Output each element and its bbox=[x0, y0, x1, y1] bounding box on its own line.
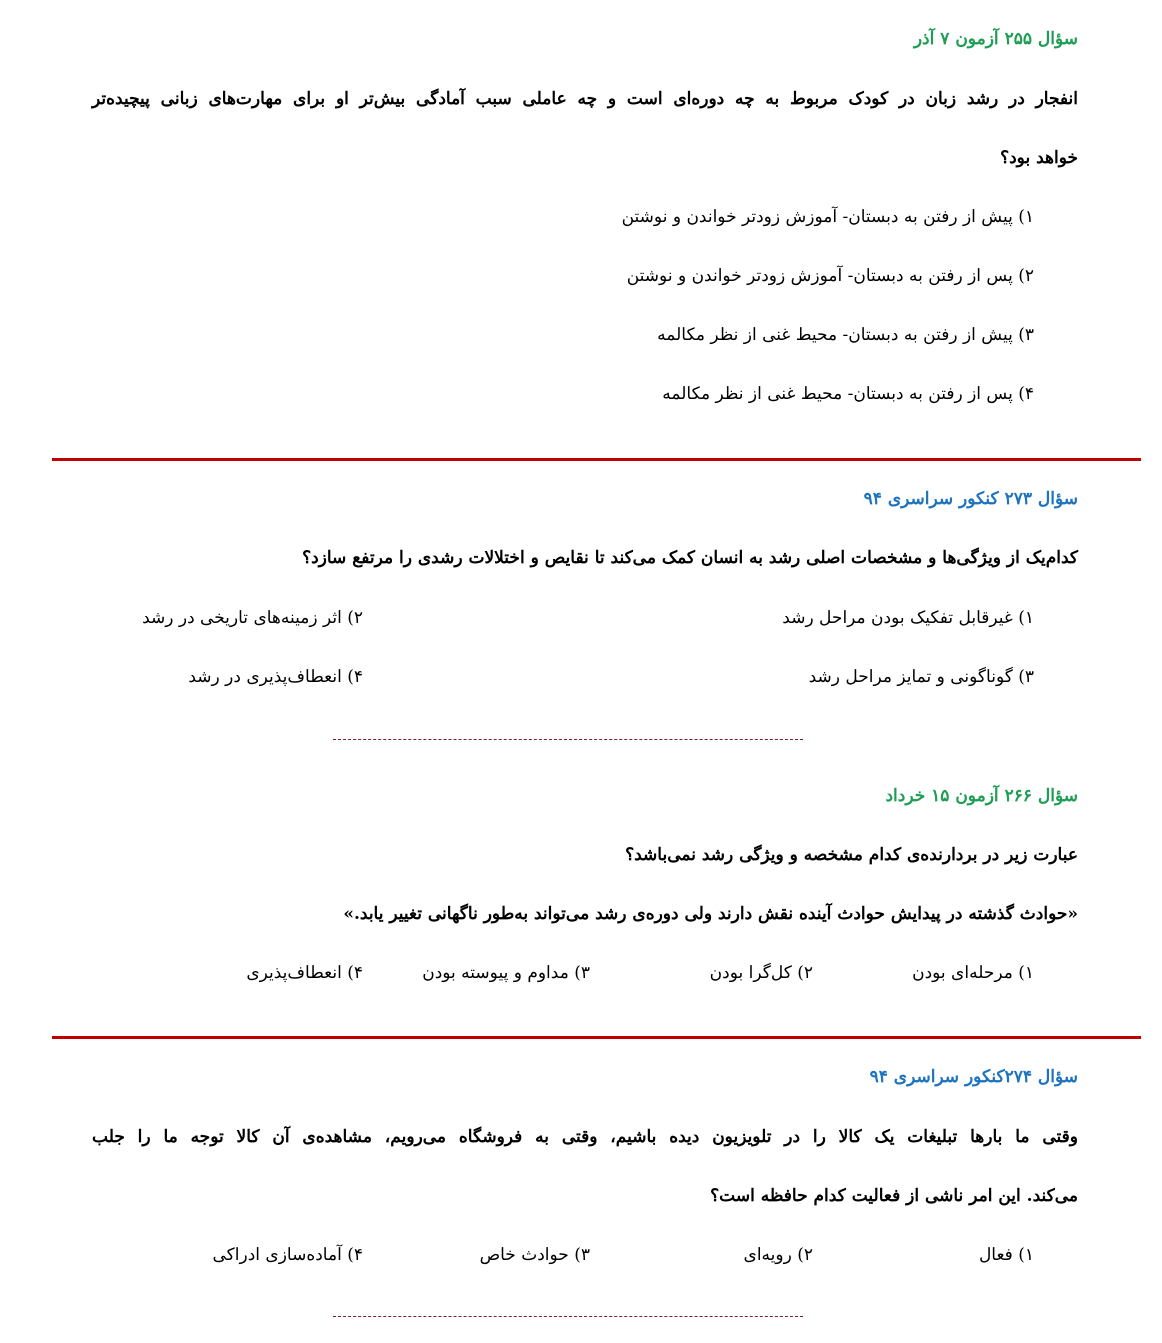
question-273-option-1: ۱) غیرقابل تفکیک بودن مراحل رشد bbox=[782, 608, 1034, 628]
question-255-option-4: ۴) پس از رفتن به دبستان- محیط غنی از نظر مکالمه bbox=[662, 384, 1034, 404]
dashed-separator bbox=[333, 1316, 803, 1317]
question-273-heading: سؤال ۲۷۳ کنکور سراسری ۹۴ bbox=[863, 489, 1078, 509]
section-divider bbox=[52, 1036, 1141, 1039]
question-273-option-4: ۴) انعطاف‌پذیری در رشد bbox=[188, 667, 363, 687]
question-255-option-1: ۱) پیش از رفتن به دبستان- آموزش زودتر خواندن و نوشتن bbox=[621, 207, 1034, 227]
question-274-option-4: ۴) آماده‌سازی ادراکی bbox=[212, 1245, 363, 1265]
question-274-option-1: ۱) فعال bbox=[978, 1245, 1034, 1265]
question-255-option-2: ۲) پس از رفتن به دبستان- آموزش زودتر خواندن و نوشتن bbox=[626, 266, 1034, 286]
question-266-option-2: ۲) کل‌گرا بودن bbox=[709, 963, 813, 983]
question-255-text-line1: انفجار در رشد زبان در کودک مربوط به چه دوره‌ای است و چه عاملی سبب آمادگی بیش‌تر او برای مهارت‌های زبانی پیچیده‌تر bbox=[92, 89, 1078, 109]
question-255-heading: سؤال ۲۵۵ آزمون ۷ آذر bbox=[913, 29, 1078, 49]
question-266-heading: سؤال ۲۶۶ آزمون ۱۵ خرداد bbox=[885, 786, 1078, 806]
question-266-option-1: ۱) مرحله‌ای بودن bbox=[912, 963, 1034, 983]
question-255-option-3: ۳) پیش از رفتن به دبستان- محیط غنی از نظر مکالمه bbox=[657, 325, 1034, 345]
question-255-text-line2: خواهد بود؟ bbox=[1000, 148, 1078, 168]
question-266-text: عبارت زیر در بردارنده‌ی کدام مشخصه و ویژگی رشد نمی‌باشد؟ bbox=[625, 845, 1078, 865]
question-274-option-3: ۳) حوادث خاص bbox=[479, 1245, 590, 1265]
question-273-option-2: ۲) اثر زمینه‌های تاریخی در رشد bbox=[142, 608, 363, 628]
question-266-option-4: ۴) انعطاف‌پذیری bbox=[246, 963, 363, 983]
question-266-option-3: ۳) مداوم و پیوسته بودن bbox=[422, 963, 590, 983]
question-273-text: کدام‌یک از ویژگی‌ها و مشخصات اصلی رشد به انسان کمک می‌کند تا نقایص و اختلالات رشدی را مرتفع سازد؟ bbox=[302, 548, 1078, 568]
question-266-quote: «حوادث گذشته در پیدایش حوادث آینده نقش دارند ولی دوره‌ی رشد می‌تواند به‌طور ناگهانی تغییر یابد.» bbox=[343, 904, 1078, 924]
question-274-text-line2: می‌کند. این امر ناشی از فعالیت کدام حافظه است؟ bbox=[710, 1186, 1078, 1206]
dashed-separator bbox=[333, 739, 803, 740]
question-274-text-line1: وقتی ما بارها تبلیغات یک کالا را در تلویزیون دیده باشیم، وقتی به فروشگاه می‌رویم، مشاهده‌ی آن کالا توجه ما را جلب bbox=[92, 1127, 1078, 1147]
question-274-heading: سؤال ۲۷۴کنکور سراسری ۹۴ bbox=[869, 1067, 1078, 1087]
question-273-option-3: ۳) گوناگونی و تمایز مراحل رشد bbox=[808, 667, 1034, 687]
question-274-option-2: ۲) رویه‌ای bbox=[743, 1245, 813, 1265]
section-divider bbox=[52, 458, 1141, 461]
